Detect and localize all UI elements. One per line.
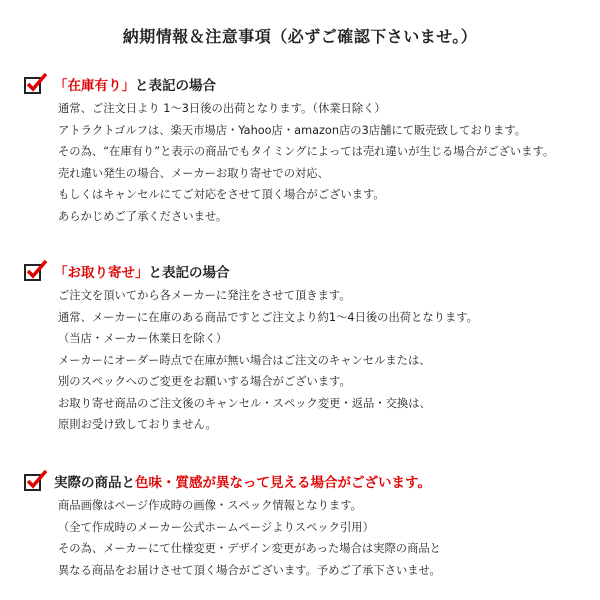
heading-highlight: 色味・質感が異なって見える場合がございます。	[135, 475, 431, 491]
heading-highlight: 「お取り寄せ」	[54, 265, 149, 281]
body-line: メーカーにオーダー時点で在庫が無い場合はご注文のキャンセルまたは、	[58, 353, 431, 367]
body-line: ご注文を頂いてから各メーカーに発注をさせて頂きます。	[58, 289, 351, 302]
heading-text: と表記の場合	[148, 265, 230, 281]
heading-text: と表記の場合	[135, 78, 216, 94]
body-line: 異なる商品をお届けさせて頂く場合がございます。予めご了承下さいませ。	[58, 563, 441, 577]
body-line: お取り寄せ商品のご注文後のキャンセル・スペック変更・返品・交換は、	[58, 396, 431, 410]
body-line: あらかじめご了承くださいませ。	[58, 209, 228, 223]
section-heading	[24, 72, 216, 96]
body-line: その為、“在庫有り”と表示の商品でもタイミングによっては売れ違いが生じる場合がございます。	[58, 145, 555, 158]
section-heading	[24, 469, 431, 493]
body-line: アトラクトゴルフは、楽天市場店・Yahoo店・amazon店の3店舗にて販売致しております。	[58, 123, 527, 137]
body-line: 通常、ご注文日より 1〜3日後の出荷となります。（休業日除く）	[58, 102, 386, 115]
body-line: もしくはキャンセルにてご対応をさせて頂く場合がございます。	[58, 188, 385, 201]
body-line: 売れ違い発生の場合、メーカーお取り寄せでの対応、	[58, 166, 329, 180]
page-title: 納期情報＆注意事項（必ずご確認下さいませ。）	[122, 27, 478, 46]
checkbox-checked-icon	[24, 73, 48, 95]
body-line: 商品画像はページ作成時の画像・スペック情報となります。	[58, 499, 362, 512]
checkbox-checked-icon	[24, 260, 48, 282]
section-heading	[24, 259, 230, 283]
body-line: （全て作成時のメーカー公式ホームページよりスペック引用）	[58, 520, 374, 534]
body-line: 原則お受け致しておりません。	[58, 418, 217, 431]
heading-highlight: 「在庫有り」	[54, 78, 135, 94]
body-line: （当店・メーカー休業日を除く）	[58, 332, 228, 345]
checkbox-checked-icon	[24, 470, 48, 492]
section-body	[58, 495, 441, 581]
body-line: 通常、メーカーに在庫のある商品ですとご注文より約1〜4日後の出荷となります。	[58, 310, 478, 324]
body-line: その為、メーカーにて仕様変更・デザイン変更があった場合は実際の商品と	[58, 542, 441, 555]
section-body	[58, 98, 554, 227]
body-line: 別のスペックへのご変更をお願いする場合がございます。	[58, 375, 351, 388]
section-body	[58, 285, 478, 436]
heading-text: 実際の商品と	[54, 475, 135, 491]
